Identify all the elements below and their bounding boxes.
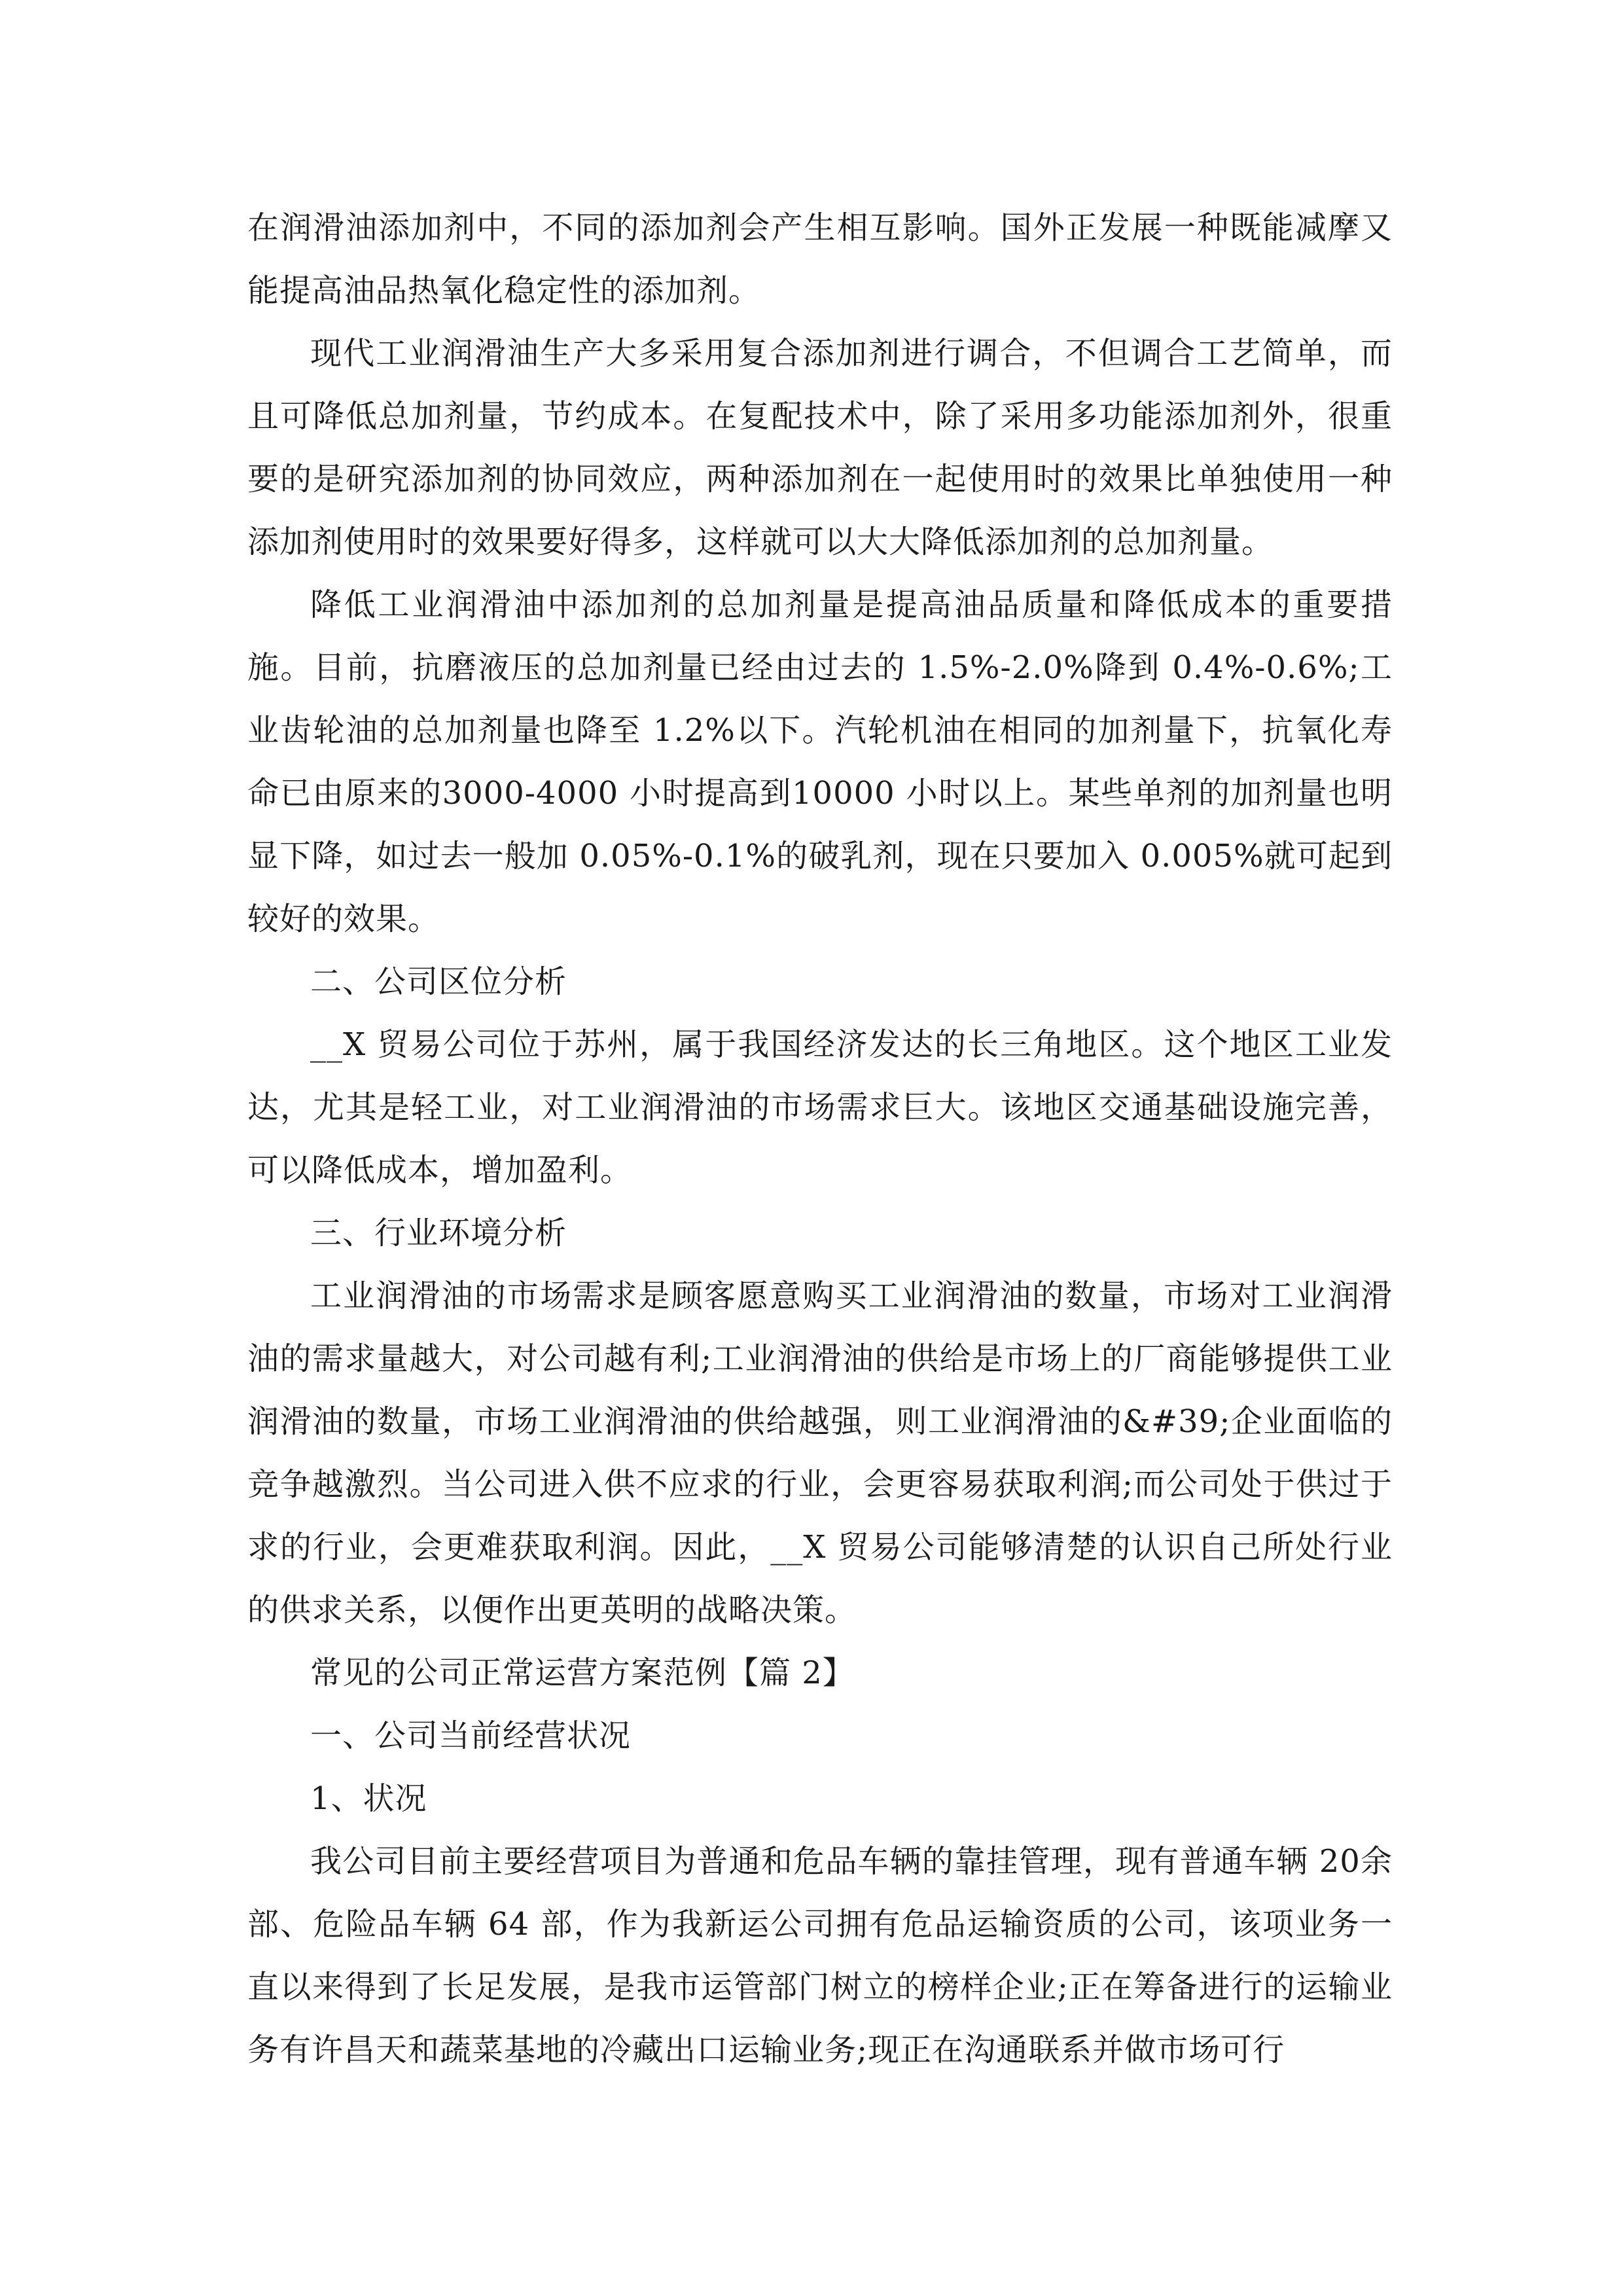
paragraph-additive-interaction: 在润滑油添加剂中，不同的添加剂会产生相互影响。国外正发展一种既能减摩又能提高油品热氧化稳定性的添加剂。 — [247, 209, 1393, 309]
heading-location-analysis: 二、公司区位分析 — [310, 963, 567, 1000]
paragraph-location-analysis: __X 贸易公司位于苏州，属于我国经济发达的长三角地区。这个地区工业发达，尤其是轻工业，对工业润滑油的市场需求巨大。该地区交通基础设施完善，可以降低成本，增加盈利。 — [247, 1026, 1393, 1189]
document-body — [247, 196, 1393, 2081]
paragraph-industry-analysis: 工业润滑油的市场需求是顾客愿意购买工业润滑油的数量，市场对工业润滑油的需求量越大，对公司越有利;工业润滑油的供给是市场上的厂商能够提供工业润滑油的数量，市场工业润滑油的供给越强，则工业润滑油的&#39;企业面临的竞争越激烈。当公司进入供不应求的行业，会更容易获取利润;而公司处于供过于求的行业，会更难获取利润。因此，__X 贸易公司能够清楚的认识自己所处行业的供求关系，以便作出更英明的战略决策。 — [247, 1278, 1393, 1628]
heading-section-2: 常见的公司正常运营方案范例【篇 2】 — [310, 1655, 855, 1691]
heading-industry-analysis: 三、行业环境分析 — [310, 1215, 567, 1251]
paragraph-reduce-dosage: 降低工业润滑油中添加剂的总加剂量是提高油品质量和降低成本的重要措施。目前，抗磨液压的总加剂量已经由过去的 1.5%-2.0%降到 0.4%-0.6%;工业齿轮油的总加剂量也降至 1.2%以下。汽轮机油在相同的加剂量下，抗氧化寿命已由原来的3000-4000 小时提高到10000 小时以上。某些单剂的加剂量也明显下降，如过去一般加 0.05%-0.1%的破乳剂，现在只要加入 0.005%就可起到较好的效果。 — [247, 586, 1393, 937]
paragraph-compound-additives: 现代工业润滑油生产大多采用复合添加剂进行调合，不但调合工艺简单，而且可降低总加剂量，节约成本。在复配技术中，除了采用多功能添加剂外，很重要的是研究添加剂的协同效应，两种添加剂在一起使用时的效果比单独使用一种添加剂使用时的效果要好得多，这样就可以大大降低添加剂的总加剂量。 — [247, 335, 1393, 560]
heading-current-status: 一、公司当前经营状况 — [310, 1717, 632, 1754]
heading-status: 1、状况 — [310, 1780, 427, 1817]
paragraph-business-status: 我公司目前主要经营项目为普通和危品车辆的靠挂管理，现有普通车辆 20余部、危险品车辆 64 部，作为我新运公司拥有危品运输资质的公司，该项业务一直以来得到了长足发展，是我市运管部门树立的榜样企业;正在筹备进行的运输业务有许昌天和蔬菜基地的冷藏出口运输业务;现正在沟通联系并做市场可行 — [247, 1843, 1393, 2068]
